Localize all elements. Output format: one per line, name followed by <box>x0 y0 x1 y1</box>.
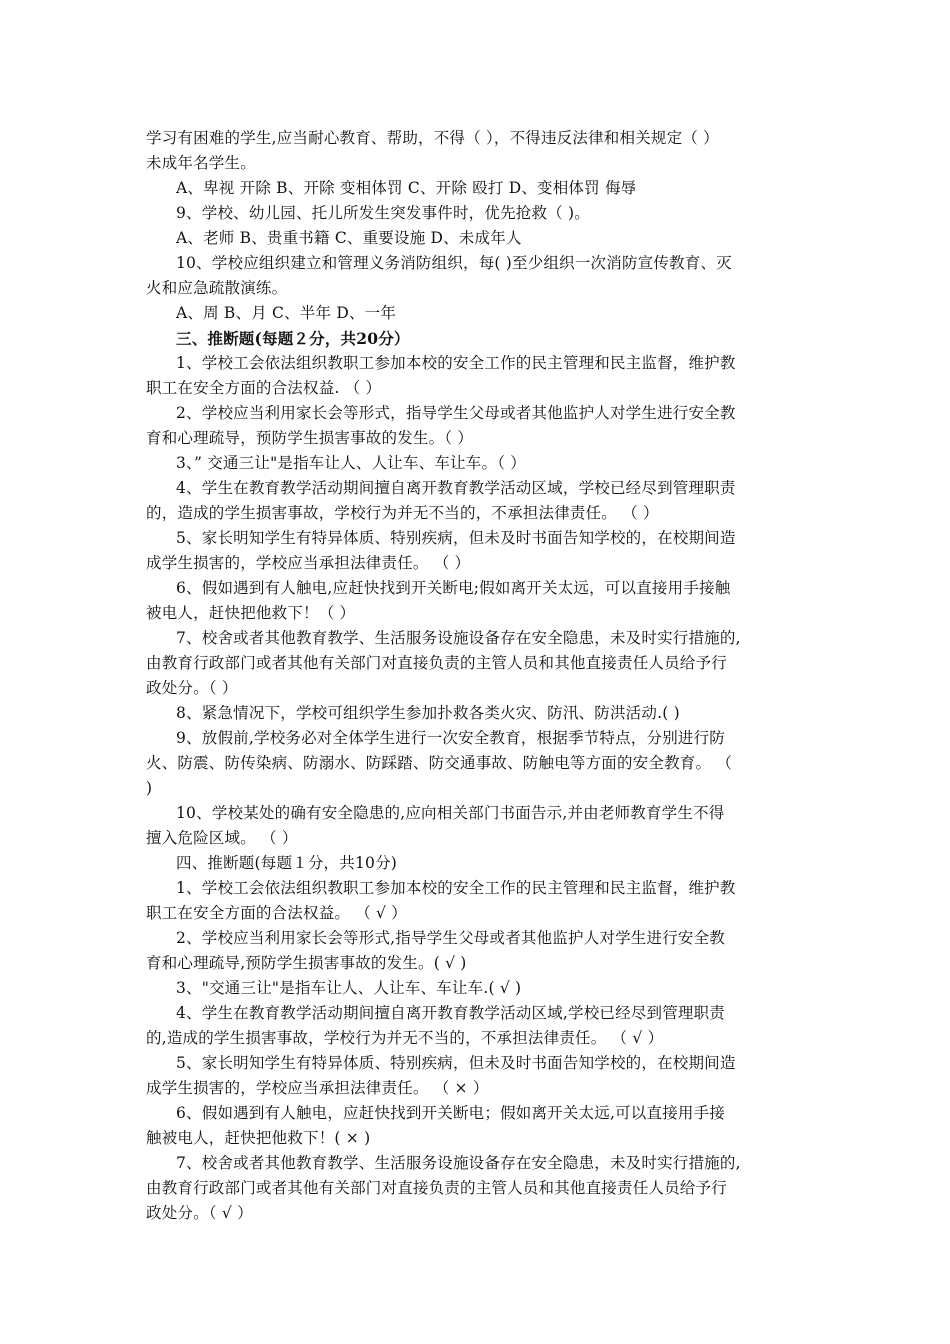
text-line: 1、学校工会依法组织教职工参加本校的安全工作的民主管理和民主监督，维护教 <box>176 354 736 372</box>
text-line: 成学生损害的，学校应当承担法律责任。 （ × ） <box>146 1079 489 1097</box>
text-line: 9、学校、幼儿园、托儿所发生突发事件时，优先抢救（ )。 <box>176 204 590 222</box>
text-line: A、周 B、月 C、半年 D、一年 <box>176 304 397 322</box>
text-line: 未成年名学生。 <box>146 154 256 172</box>
text-line: 成学生损害的，学校应当承担法律责任。 （ ） <box>146 554 471 572</box>
text-line: 职工在安全方面的合法权益. （ ） <box>146 379 382 397</box>
text-line: 3、” 交通三让"是指车让人、人让车、车让车。（ ） <box>176 454 526 472</box>
text-line: 10、学校应组织建立和管理义务消防组织，每( )至少组织一次消防宣传教育、灭 <box>176 254 732 272</box>
text-line: 火和应急疏散演练。 <box>146 279 288 297</box>
text-line: 7、校舍或者其他教育教学、生活服务设施设备存在安全隐患，未及时实行措施的, <box>176 629 741 647</box>
text-line: 6、假如遇到有人触电，应赶快找到开关断电；假如离开关太远,可以直接用手接 <box>176 1104 725 1122</box>
text-line: A、卑视 开除 B、开除 变相体罚 C、开除 殴打 D、变相体罚 侮辱 <box>176 179 637 197</box>
text-line: 2、学校应当利用家长会等形式，指导学生父母或者其他监护人对学生进行安全教 <box>176 404 736 422</box>
text-line: 触被电人，赶快把他救下！( × ) <box>146 1129 371 1147</box>
text-line: 育和心理疏导，预防学生损害事故的发生。（ ） <box>146 429 474 447</box>
text-line: 学习有困难的学生,应当耐心教育、帮助，不得（ ），不得违反法律和相关规定（ ） <box>146 129 719 147</box>
text-line: 由教育行政部门或者其他有关部门对直接负责的主管人员和其他直接责任人员给予行 <box>146 1179 727 1197</box>
text-line: 3、"交通三让"是指车让人、人让车、车让车.( √ ) <box>176 979 522 997</box>
text-line: 7、校舍或者其他教育教学、生活服务设施设备存在安全隐患，未及时实行措施的, <box>176 1154 741 1172</box>
text-line: 被电人，赶快把他救下！（ ） <box>146 604 356 622</box>
text-line: 政处分。（ √ ） <box>146 1204 253 1222</box>
text-line: 10、学校某处的确有安全隐患的,应向相关部门书面告示,并由老师教育学生不得 <box>176 804 725 822</box>
text-line: 4、学生在教育教学活动期间擅自离开教育教学活动区域,学校已经尽到管理职责 <box>176 1004 725 1022</box>
document-body <box>146 126 806 1226</box>
text-line: 政处分。（ ） <box>146 679 238 697</box>
text-line: A、老师 B、贵重书籍 C、重要设施 D、未成年人 <box>176 229 522 247</box>
section-heading: 三、推断题(每题２分，共20分） <box>176 329 410 348</box>
text-line: 9、放假前,学校务必对全体学生进行一次安全教育，根据季节特点，分别进行防 <box>176 729 725 747</box>
text-line: 职工在安全方面的合法权益。 （ √ ） <box>146 904 407 922</box>
text-line: 6、假如遇到有人触电,应赶快找到开关断电;假如离开关太远，可以直接用手接触 <box>176 579 731 597</box>
text-line: 2、学校应当利用家长会等形式,指导学生父母或者其他监护人对学生进行安全教 <box>176 929 725 947</box>
text-line: 擅入危险区域。 （ ） <box>146 829 298 847</box>
text-line: 8、紧急情况下，学校可组织学生参加扑救各类火灾、防汛、防洪活动.( ) <box>176 704 680 722</box>
text-line: 四、推断题(每题１分，共10分) <box>176 854 398 872</box>
text-line: 由教育行政部门或者其他有关部门对直接负责的主管人员和其他直接责任人员给予行 <box>146 654 727 672</box>
text-line: 4、学生在教育教学活动期间擅自离开教育教学活动区域，学校已经尽到管理职责 <box>176 479 736 497</box>
text-line: 火、防震、防传染病、防溺水、防踩踏、防交通事故、防触电等方面的安全教育。 （ <box>146 754 733 772</box>
text-line: 育和心理疏导,预防学生损害事故的发生。( √ ) <box>146 954 467 972</box>
text-line: 5、家长明知学生有特异体质、特别疾病，但未及时书面告知学校的，在校期间造 <box>176 529 736 547</box>
text-line: ) <box>146 779 153 797</box>
text-line: 1、学校工会依法组织教职工参加本校的安全工作的民主管理和民主监督，维护教 <box>176 879 736 897</box>
text-line: 5、家长明知学生有特异体质、特别疾病，但未及时书面告知学校的，在校期间造 <box>176 1054 736 1072</box>
text-line: 的,造成的学生损害事故，学校行为并无不当的，不承担法律责任。 （ √ ） <box>146 1029 664 1047</box>
text-line: 的，造成的学生损害事故，学校行为并无不当的，不承担法律责任。 （ ） <box>146 504 659 522</box>
